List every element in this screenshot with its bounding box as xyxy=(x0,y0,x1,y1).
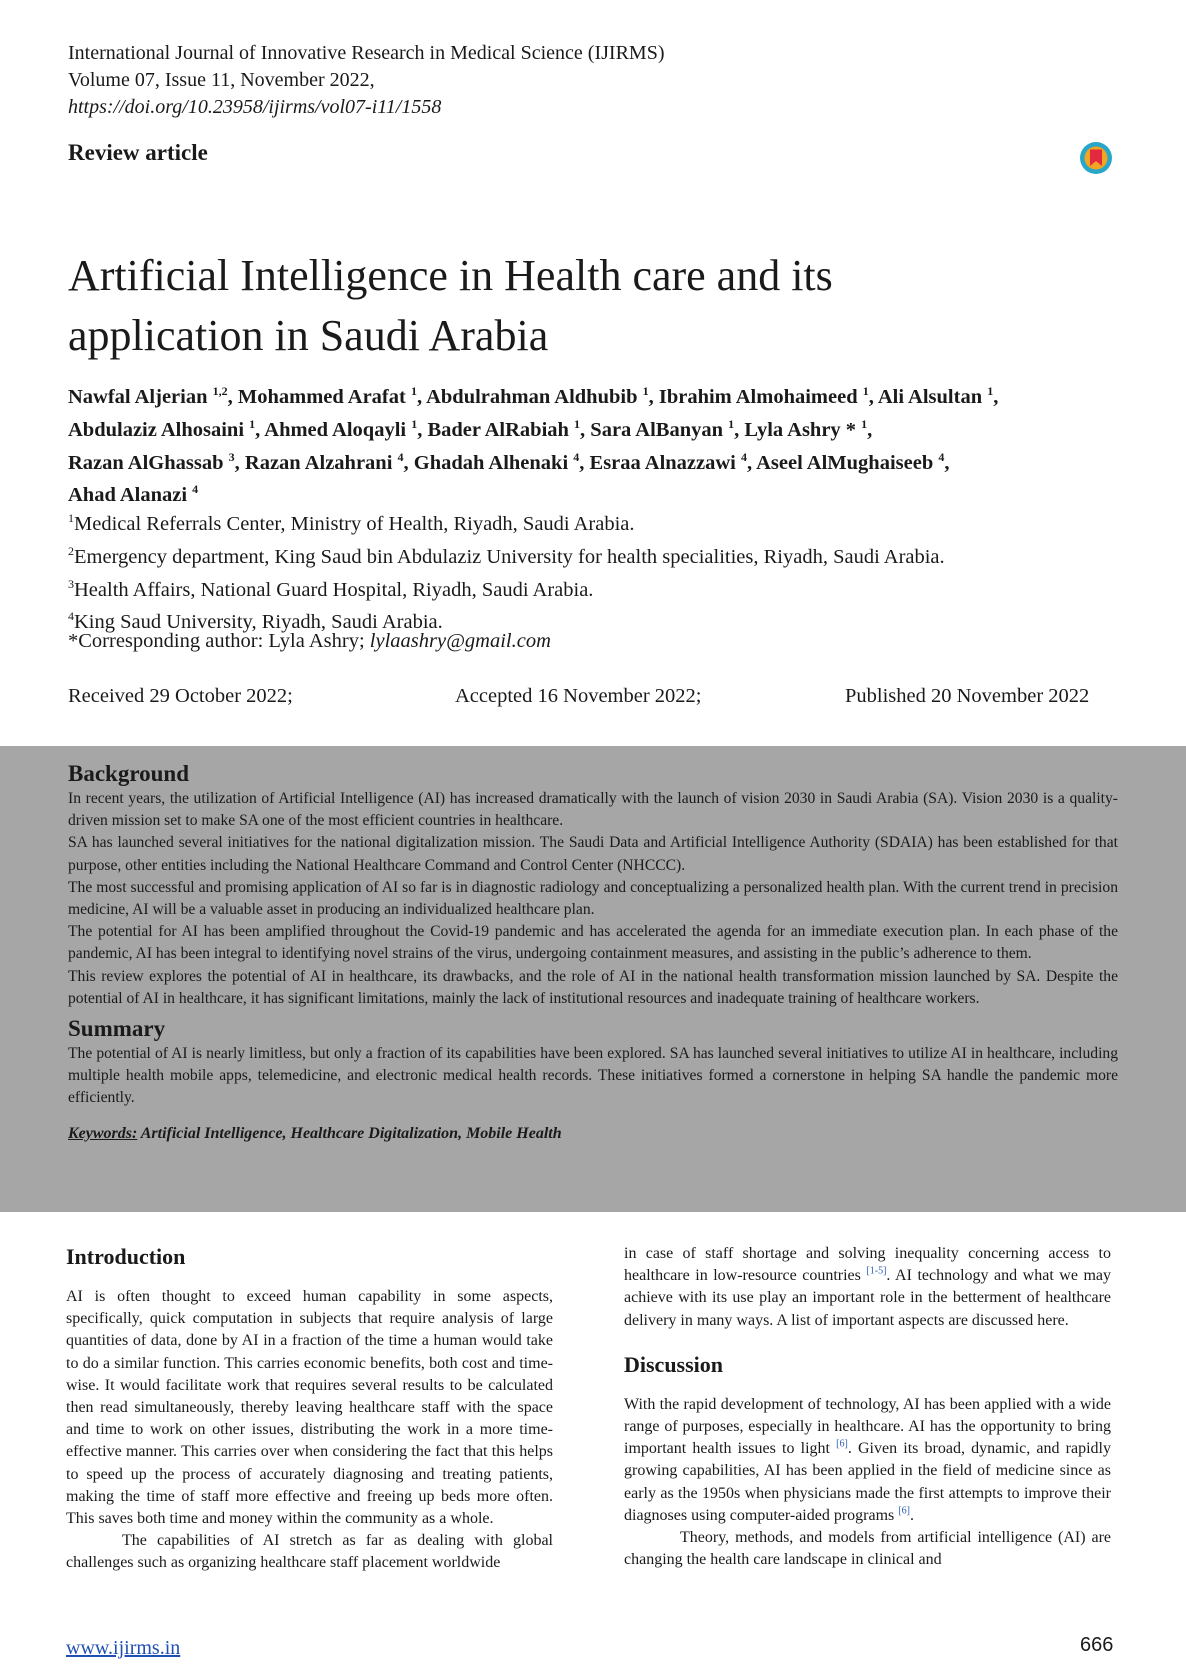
author-name: Ahmed Aloqayli xyxy=(264,418,407,441)
author-list xyxy=(68,378,1128,509)
author-separator: , xyxy=(255,418,265,441)
author-affiliation-sup: 1 xyxy=(574,416,581,431)
author-name: Abdulaziz Alhosaini xyxy=(68,418,245,441)
doi-link[interactable]: https://doi.org/10.23958/ijirms/vol07-i11/1558 xyxy=(68,96,442,118)
journal-name: International Journal of Innovative Research in Medical Science (IJIRMS) xyxy=(68,42,665,64)
author-separator: , xyxy=(993,385,999,408)
journal-issue: Volume 07, Issue 11, November 2022, xyxy=(68,69,375,91)
citation-6b[interactable]: [6] xyxy=(898,1505,910,1517)
affiliation-text: Health Affairs, National Guard Hospital, Riyadh, Saudi Arabia. xyxy=(74,578,594,601)
author-name: Nawfal Aljerian xyxy=(68,385,208,408)
author-affiliation-sup: 1 xyxy=(642,384,649,398)
disc-p1-text-b: . Given its broad, dynamic, and rapidly growing capabilities, AI has been applied in the field of medicine since as early as the 1950s when physicians made the first attempts to improve their diagnoses using computer-aided programs xyxy=(624,1440,1111,1524)
title-line-2: application in Saudi Arabia xyxy=(68,311,549,360)
accepted-date: Accepted 16 November 2022; xyxy=(455,685,702,707)
received-date: Received 29 October 2022; xyxy=(68,685,293,707)
author-separator: , xyxy=(234,451,245,474)
author-separator: , xyxy=(747,451,757,474)
left-column xyxy=(66,1242,553,1575)
author-affiliation-sup: 4 xyxy=(741,449,747,464)
author-name: Esraa Alnazzawi xyxy=(589,451,736,474)
affiliation-item xyxy=(68,571,1128,604)
keywords-list: Artificial Intelligence, Healthcare Digitalization, Mobile Health xyxy=(140,1124,562,1142)
author-name: Lyla Ashry * xyxy=(744,418,857,441)
author-name: Razan Alzahrani xyxy=(244,451,393,474)
author-name: Ghadah Alhenaki xyxy=(413,451,569,474)
citation-6a[interactable]: [6] xyxy=(836,1438,848,1450)
author-separator: , xyxy=(579,451,590,474)
affiliation-number: 3 xyxy=(68,576,74,591)
affiliation-item xyxy=(68,538,1128,571)
abstract-box xyxy=(0,746,1186,1212)
discussion-paragraph-2: Theory, methods, and models from artificial intelligence (AI) are changing the health care landscape in clinical and xyxy=(624,1529,1111,1569)
author-separator: , xyxy=(227,385,238,408)
affiliation-number: 4 xyxy=(68,609,74,624)
journal-header xyxy=(68,40,664,121)
affiliation-list xyxy=(68,505,1128,636)
background-paragraph: This review explores the potential of AI in healthcare, its drawbacks, and the role of AI in the national health transformation mission launched by SA. Despite the potential of AI in healthcare, it has significant limitations, mainly the lack of institutional resources and inadequate training of healthcare workers. xyxy=(68,967,1118,1007)
corresponding-email[interactable]: lylaashry@gmail.com xyxy=(369,630,551,652)
author-affiliation-sup: 4 xyxy=(938,449,945,464)
author-name: Ibrahim Almohaimeed xyxy=(658,385,858,408)
author-affiliation-sup: 1 xyxy=(861,416,868,431)
keywords-label: Keywords: xyxy=(68,1124,138,1142)
intro-p3-text-b: . AI technology and what we may achieve with its use play an important role in the betterment of healthcare delivery in many ways. A list of important aspects are discussed here. xyxy=(624,1267,1111,1329)
corresponding-prefix: *Corresponding author: Lyla Ashry; xyxy=(68,630,370,652)
author-affiliation-sup: 1,2 xyxy=(212,384,228,398)
corresponding-author xyxy=(68,630,551,653)
published-date: Published 20 November 2022 xyxy=(845,685,1090,707)
author-separator: , xyxy=(944,451,950,474)
introduction-paragraph-2: The capabilities of AI stretch as far as dealing with global challenges such as organizing healthcare staff placement worldwide xyxy=(66,1532,553,1572)
discussion-paragraph-1 xyxy=(624,1394,1111,1527)
author-affiliation-sup: 1 xyxy=(411,416,418,431)
author-separator: , xyxy=(403,451,414,474)
disc-p1-text-c: . xyxy=(909,1506,914,1524)
affiliation-text: Emergency department, King Saud bin Abdulaziz University for health specialities, Riyadh, Saudi Arabia. xyxy=(74,545,945,568)
article-type-label: Review article xyxy=(68,140,208,165)
title-line-1: Artificial Intelligence in Health care and its xyxy=(68,251,833,300)
summary-text: The potential of AI is nearly limitless, but only a fraction of its capabilities have been explored. SA has launched several initiatives to utilize AI in healthcare, including multiple health mobile apps, telemedicine, and electronic medical health records. These initiatives formed a cornerstone in helping SA handle the pandemic more efficiently. xyxy=(68,1045,1118,1107)
author-name: Ahad Alanazi xyxy=(68,484,188,507)
keywords xyxy=(68,1125,1118,1143)
author-separator: , xyxy=(580,418,591,441)
background-paragraph: In recent years, the utilization of Artificial Intelligence (AI) has increased dramatically with the launch of vision 2030 in Saudi Arabia (SA). Vision 2030 is a quality-driven mission set to make SA one of the most efficient countries in healthcare. xyxy=(68,790,1118,830)
author-name: Ali Alsultan xyxy=(877,385,983,408)
author-affiliation-sup: 4 xyxy=(192,482,199,497)
introduction-paragraph-3 xyxy=(624,1243,1111,1332)
summary-heading: Summary xyxy=(68,1016,166,1042)
background-paragraph: SA has launched several initiatives for the national digitalization mission. The Saudi Data and Artificial Intelligence Authority (SDAIA) has been established for that purpose, other entities including the National Healthcare Command and Control Center (NHCCC). xyxy=(68,834,1118,874)
affiliation-number: 1 xyxy=(68,511,74,525)
introduction-heading: Introduction xyxy=(66,1244,186,1269)
disc-p1-text-a: With the rapid development of technology, AI has been applied with a wide range of purposes, especially in healthcare. AI has the opportunity to bring important health issues to light xyxy=(624,1395,1111,1458)
article-title xyxy=(68,246,1118,366)
author-affiliation-sup: 1 xyxy=(249,416,256,431)
open-access-bookmark-icon[interactable] xyxy=(1078,140,1114,176)
discussion-heading: Discussion xyxy=(624,1351,724,1377)
author-affiliation-sup: 1 xyxy=(728,416,735,431)
affiliation-text: King Saud University, Riyadh, Saudi Arabia. xyxy=(74,611,443,634)
background-paragraphs xyxy=(68,788,1118,1010)
author-name: Mohammed Arafat xyxy=(237,385,406,408)
author-affiliation-sup: 1 xyxy=(410,384,417,398)
author-separator: , xyxy=(417,418,428,441)
introduction-paragraph-1: AI is often thought to exceed human capability in some aspects, specifically, quick computation in subjects that require analysis of large quantities of data, done by AI in a fraction of the time a human would take to do a similar function. This carries economic benefits, both cost and time-wise. It would facilitate work that requires several results to be calculated then read simultaneously, thereby leaving healthcare staff with the space and time to work on other issues, distributing the work in a more time-effective manner. This carries over when considering the fact that this helps to speed up the process of accurately diagnosing and treating patients, making the time of staff more effective and freeing up beds more often. This saves both time and money within the community as a whole. xyxy=(66,1288,553,1528)
author-affiliation-sup: 4 xyxy=(573,449,580,464)
affiliation-text: Medical Referrals Center, Ministry of Health, Riyadh, Saudi Arabia. xyxy=(74,512,635,535)
affiliation-item xyxy=(68,505,1128,538)
author-affiliation-sup: 3 xyxy=(228,449,235,464)
journal-website-link[interactable]: www.ijirms.in xyxy=(66,1637,181,1659)
author-name: Bader AlRabiah xyxy=(427,418,569,441)
page-number: 666 xyxy=(1080,1634,1114,1656)
background-paragraph: The most successful and promising application of AI so far is in diagnostic radiology and conceptualizing a personalized health plan. With the current trend in precision medicine, AI will be a valuable asset in producing an individualized healthcare plan. xyxy=(68,878,1118,919)
intro-p3-text-a: in case of staff shortage and solving inequality concerning access to healthcare in low-resource countries xyxy=(624,1245,1111,1285)
author-affiliation-sup: 1 xyxy=(987,384,994,398)
author-name: Sara AlBanyan xyxy=(590,418,724,441)
author-name: Aseel AlMughaiseeb xyxy=(756,451,934,474)
background-heading: Background xyxy=(68,761,190,786)
author-separator: , xyxy=(734,418,745,441)
right-column xyxy=(624,1243,1111,1571)
author-separator: , xyxy=(868,385,878,408)
author-name: Razan AlGhassab xyxy=(68,451,224,474)
author-separator: , xyxy=(867,418,873,441)
author-separator: , xyxy=(648,385,659,408)
abstract-content xyxy=(68,760,1118,1143)
author-affiliation-sup: 4 xyxy=(397,449,404,464)
citation-1-5[interactable]: [1-5] xyxy=(866,1265,887,1277)
affiliation-number: 2 xyxy=(68,543,74,558)
background-paragraph: The potential for AI has been amplified throughout the Covid-19 pandemic and has accelerated the agenda for an immediate execution plan. In each phase of the pandemic, AI has been integral to identifying novel strains of the virus, undergoing containment measures, and assisting in the public’s adherence to them. xyxy=(68,923,1118,963)
author-separator: , xyxy=(416,385,427,408)
author-name: Abdulrahman Aldhubib xyxy=(426,385,638,408)
author-affiliation-sup: 1 xyxy=(862,384,869,398)
